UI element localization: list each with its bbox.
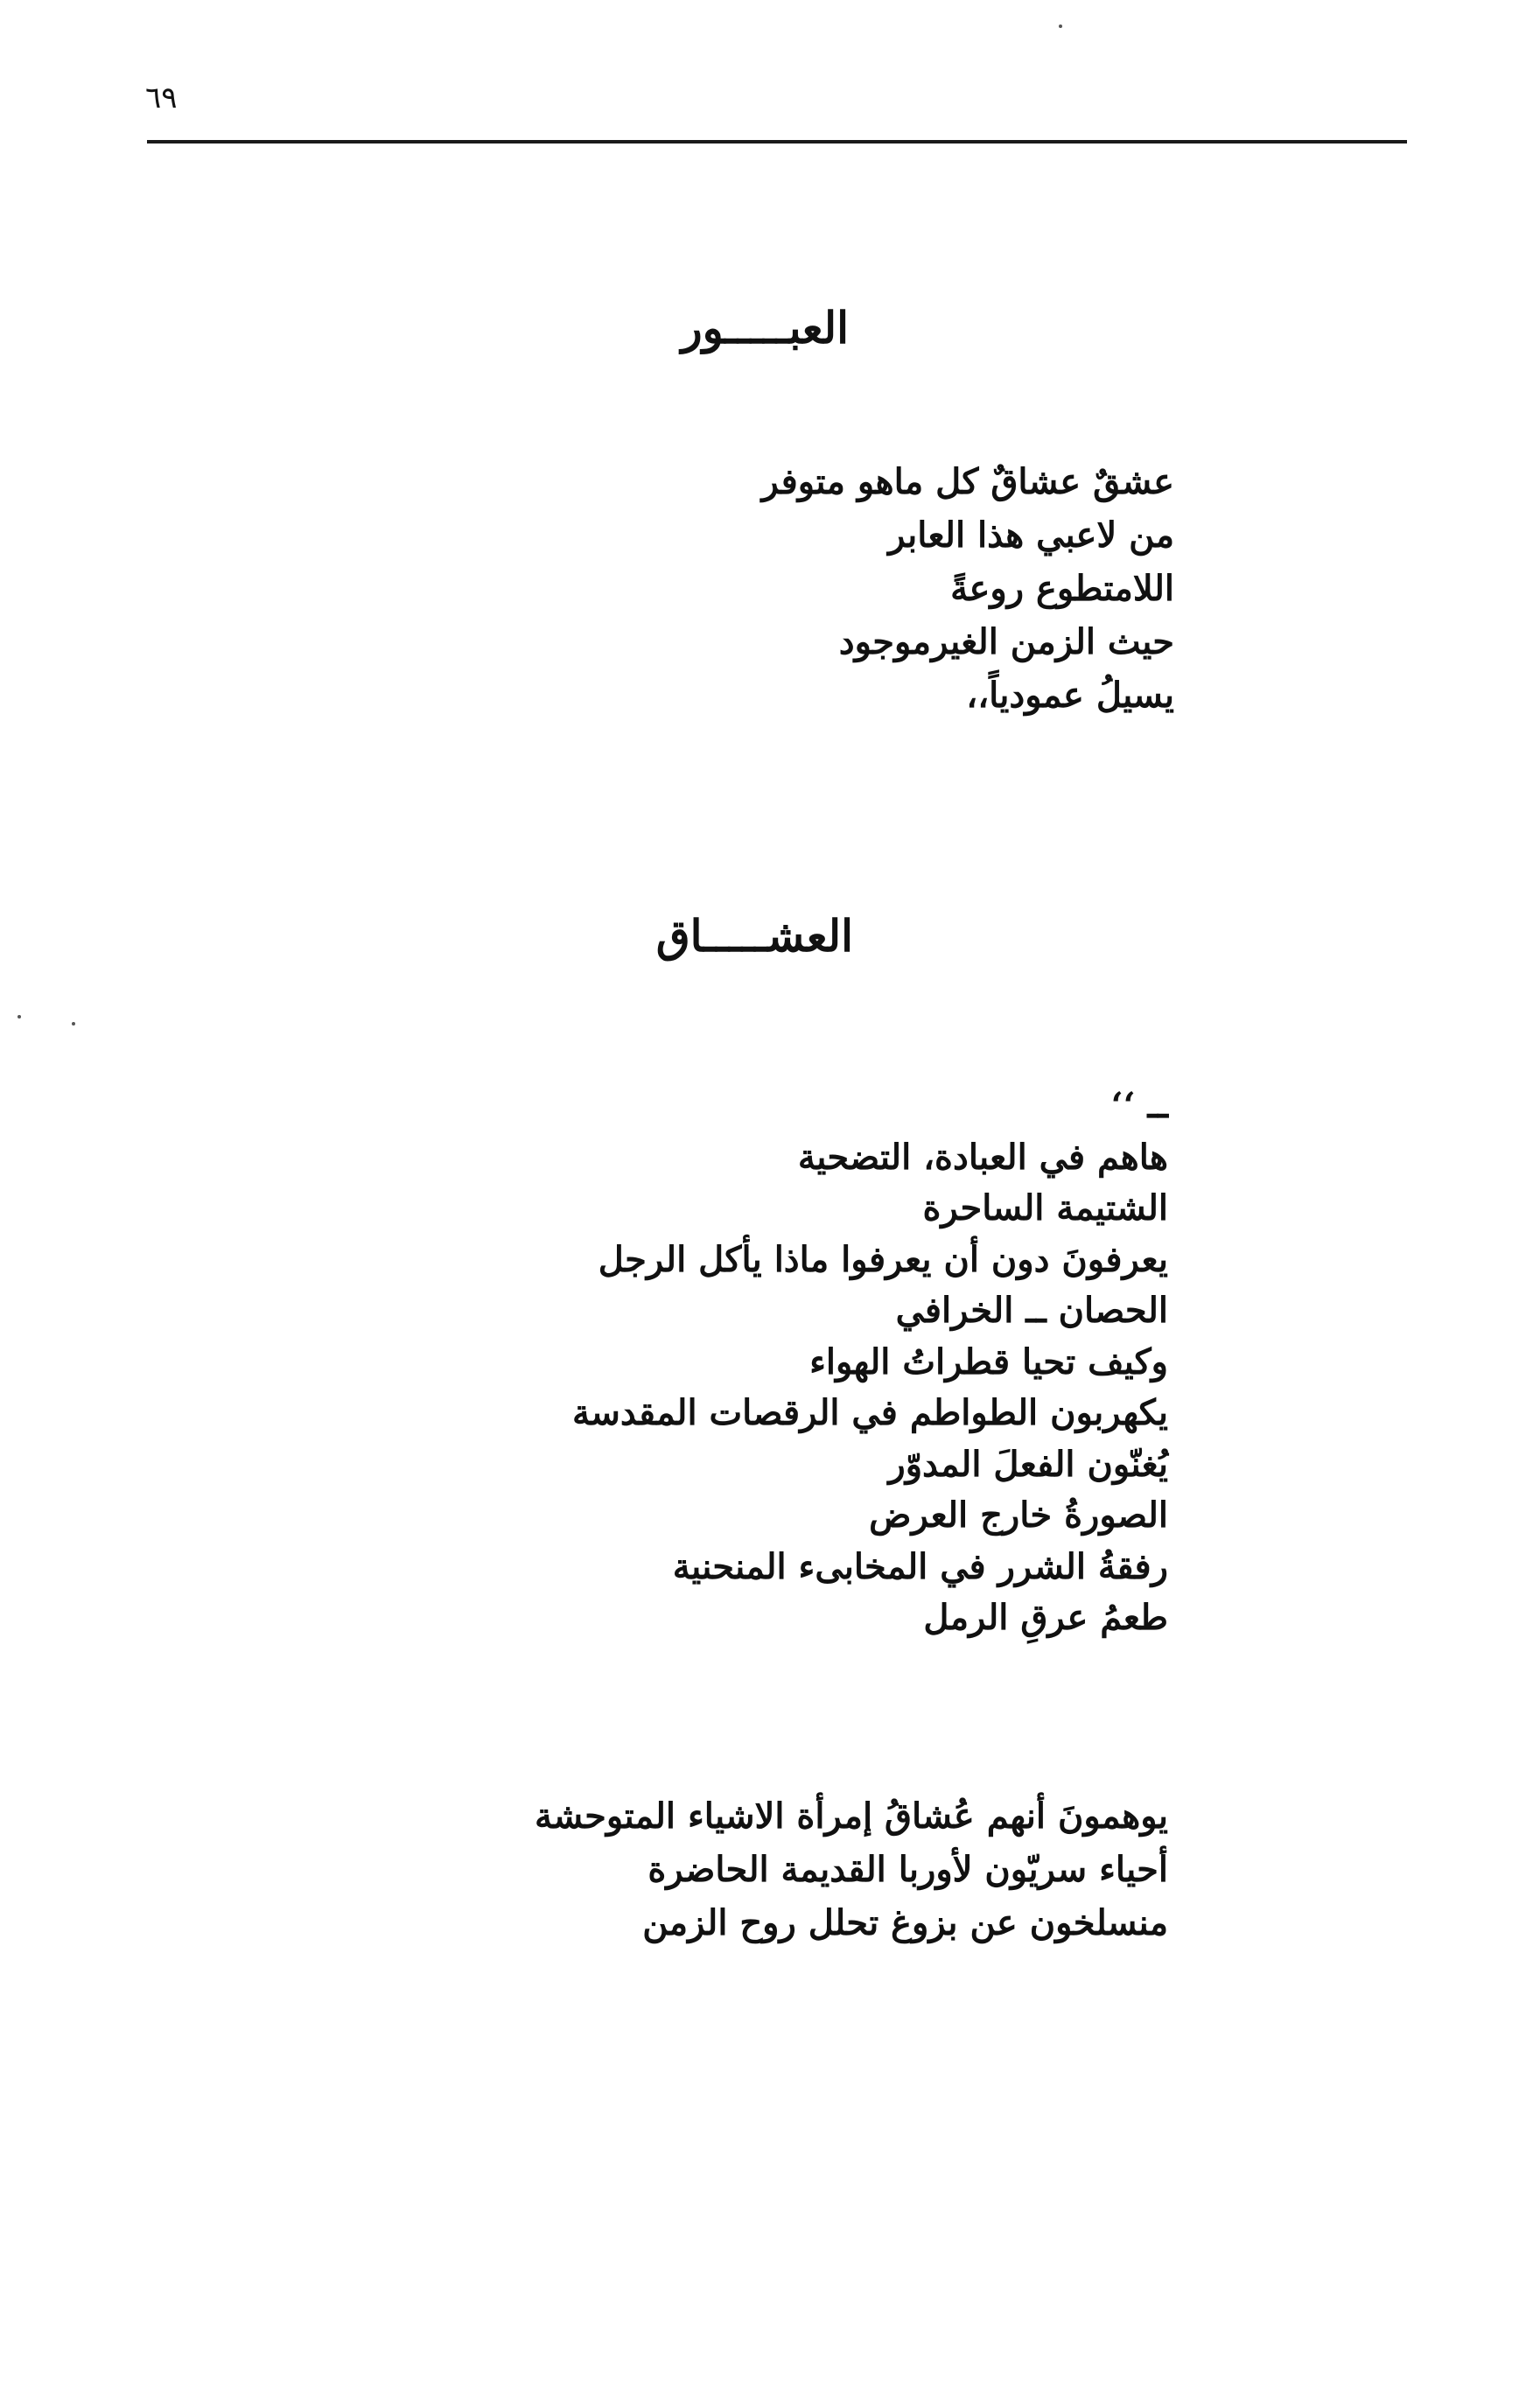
stanza-crossing [762,455,1174,722]
poem-line: الصورةُ خارج العرض [869,1494,1168,1536]
poem-line: أحياء سريّون لأوربا القديمة الحاضرة [648,1849,1168,1890]
poem-line: منسلخون عن بزوغ تحلل روح الزمن [642,1902,1168,1943]
poem-line: طعمُ عرقِ الرمل [923,1597,1168,1638]
poem-title-lovers: العشـــــاق [655,910,853,962]
page-number: ٦٩ [145,80,178,116]
poem-line: عشقٌ عشاقٌ كل ماهو متوفر [761,461,1174,502]
scan-speck [72,1022,75,1026]
poem-line: يوهمونَ أنهم عُشاقُ إمرأة الاشياء المتوحشة [535,1796,1168,1837]
poem-line: الحصان ــ الخرافي [895,1290,1168,1331]
stanza-lovers-2 [535,1789,1168,1950]
header-rule [147,140,1407,144]
poem-line: الشتيمة الساحرة [922,1187,1168,1228]
poem-line: يكهربون الطواطم في الرقصات المقدسة [571,1392,1168,1433]
poem-line: من لاعبي هذا العابر [888,514,1174,556]
scan-speck [18,1015,21,1018]
stanza-lovers-1 [572,1081,1168,1644]
poem-line: رفقةُ الشرر في المخابىء المنحنية [672,1545,1168,1587]
poem-line: ــ ‘‘ [1110,1085,1168,1126]
poem-line: يعرفونَ دون أن يعرفوا ماذا يأكل الرجل [598,1238,1168,1280]
poem-title-crossing: العبـــــور [681,302,849,354]
poem-line: هاهم في العبادة، التضحية [797,1136,1168,1178]
scan-speck [1059,24,1062,28]
poem-line: حيث الزمن الغيرموجود [838,621,1174,662]
poem-line: وكيف تحيا قطراتُ الهواء [809,1340,1168,1382]
poem-line: اللامتطوع روعةً [950,568,1174,609]
poem-line: يسيلُ عمودياً،، [966,675,1174,716]
poem-line: يُغنّون الفعلَ المدوّر [888,1443,1168,1485]
